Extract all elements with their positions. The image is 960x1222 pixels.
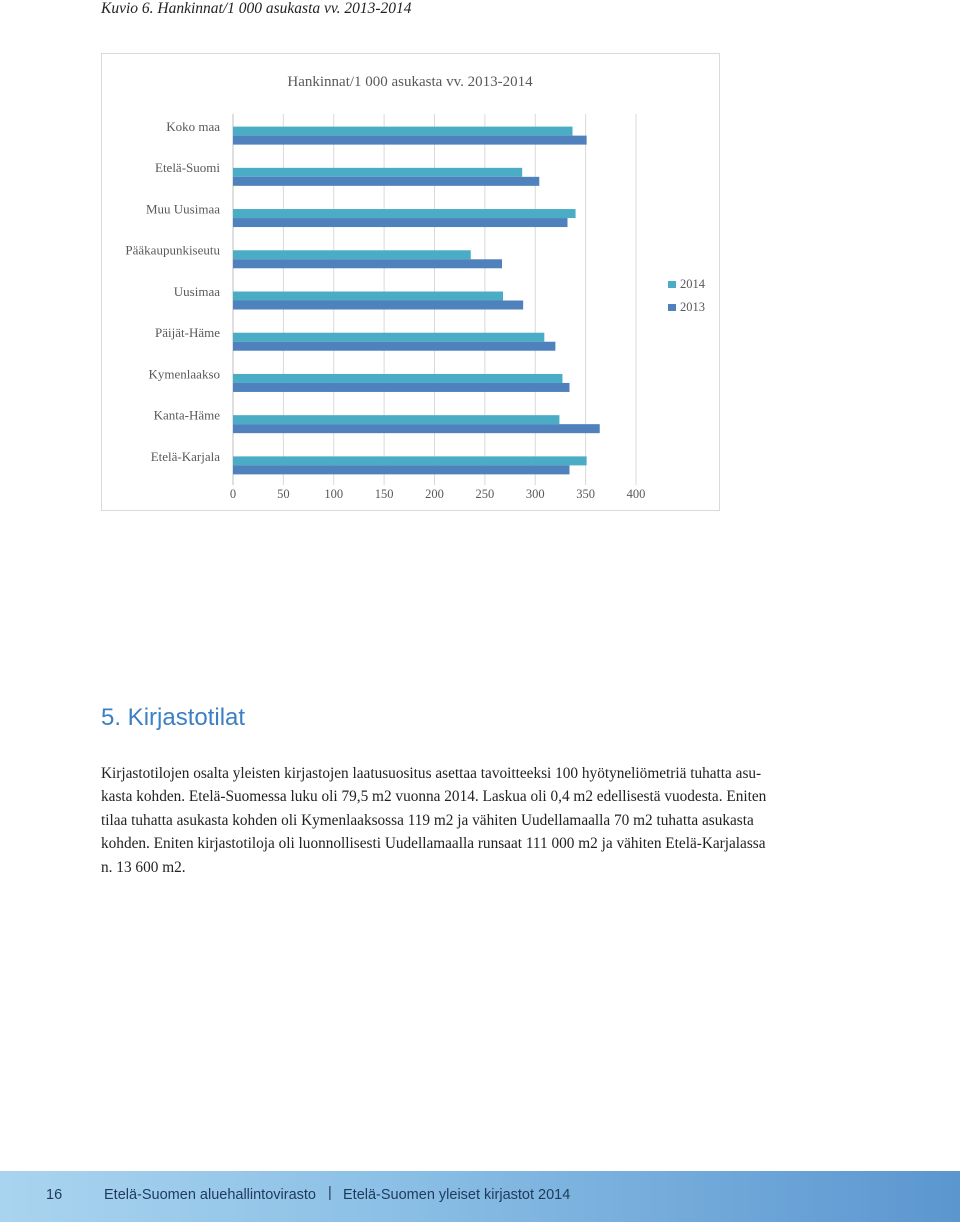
- bar-2014: [233, 127, 573, 136]
- x-tick-labels: [230, 487, 646, 501]
- footer-publication: Etelä-Suomen yleiset kirjastot 2014: [343, 1187, 571, 1203]
- category-label: Koko maa: [166, 119, 220, 134]
- x-tick-label: 200: [425, 487, 444, 501]
- bar-2013: [233, 383, 570, 392]
- bar-2013: [233, 136, 587, 145]
- category-label: Kymenlaakso: [148, 366, 220, 382]
- x-tick-label: 350: [576, 487, 595, 501]
- section-heading: 5. Kirjastotilat: [101, 704, 246, 731]
- bar-2013: [233, 424, 600, 433]
- bar-2013: [233, 465, 570, 474]
- bar-2014: [233, 415, 559, 424]
- legend-label: 2013: [680, 300, 705, 314]
- category-label: Uusimaa: [173, 283, 220, 299]
- legend-swatch-2014: [668, 281, 676, 288]
- body-paragraph: [101, 762, 901, 879]
- chart-canvas: [102, 54, 719, 510]
- legend: [668, 277, 706, 314]
- x-tick-label: 300: [525, 487, 545, 501]
- category-label: Etelä-Suomi: [155, 160, 220, 176]
- paragraph-line: Kirjastotilojen osalta yleisten kirjastojen laatusuositus asettaa tavoitteeksi 100 hyötyneliömetriä tuhatta asu-: [101, 765, 762, 782]
- paragraph-line: tilaa tuhatta asukasta kohden oli Kymenlaaksossa 119 m2 ja vähiten Uudellamaalla 70 m2 tuhatta asukasta: [101, 811, 754, 829]
- bar-2014: [233, 333, 544, 342]
- paragraph-line: n. 13 600 m2.: [101, 858, 186, 876]
- bar-2013: [233, 342, 555, 351]
- x-tick-label: 50: [277, 487, 290, 501]
- category-label: Etelä-Karjala: [150, 448, 220, 464]
- figure-caption: Kuvio 6. Hankinnat/1 000 asukasta vv. 2013-2014: [101, 0, 412, 17]
- x-tick-label: 150: [374, 487, 394, 501]
- bar-2014: [233, 250, 471, 259]
- bar-2014: [233, 374, 562, 383]
- category-labels: [125, 119, 220, 464]
- bar-2014: [233, 209, 576, 218]
- bar-2013: [233, 301, 523, 310]
- bar-2013: [233, 259, 502, 268]
- footer-organization: Etelä-Suomen aluehallintovirasto: [104, 1187, 316, 1203]
- footer-separator: |: [328, 1185, 332, 1201]
- bar-2013: [233, 218, 567, 227]
- bar-2014: [233, 456, 587, 465]
- page-number: 16: [46, 1187, 63, 1203]
- category-label: Kanta-Häme: [153, 407, 220, 423]
- paragraph-line: kohden. Eniten kirjastotiloja oli luonnollisesti Uudellamaalla runsaat 111 000 m2 ja vähiten Etelä-Karjalassa: [101, 835, 766, 853]
- bar-2014: [233, 168, 522, 177]
- legend-label: 2014: [680, 277, 705, 291]
- x-tick-label: 250: [475, 487, 495, 501]
- bar-chart: [101, 53, 720, 511]
- x-tick-label: 400: [626, 487, 646, 501]
- page-footer: [0, 1171, 960, 1222]
- x-tick-label: 0: [229, 487, 237, 501]
- paragraph-line: kasta kohden. Etelä-Suomessa luku oli 79,5 m2 vuonna 2014. Laskua oli 0,4 m2 edellisestä vuodesta. Eniten: [101, 788, 767, 806]
- bar-2014: [233, 292, 503, 301]
- category-label: Päijät-Häme: [155, 325, 220, 341]
- bar-2013: [233, 177, 539, 186]
- category-label: Pääkaupunkiseutu: [125, 242, 220, 258]
- legend-swatch-2013: [668, 304, 676, 311]
- x-tick-label: 100: [324, 487, 344, 501]
- bars: [233, 127, 600, 475]
- category-label: Muu Uusimaa: [145, 201, 220, 217]
- chart-title: Hankinnat/1 000 asukasta vv. 2013-2014: [287, 74, 533, 90]
